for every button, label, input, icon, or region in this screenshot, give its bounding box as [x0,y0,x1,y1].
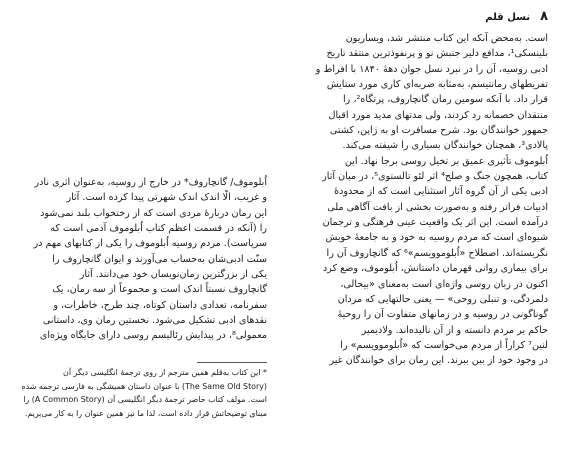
text-line: سرپاست). مردم روسیه اُبلوموف را یکی از کتابهای مهم در [33,238,267,250]
text-line: نقدهای ادبی تشکیل می‌شود. نخستین رمان وی، داستانی [42,315,267,327]
text-line: پالادی³، همچنان خوانندگان بسیاری را شیفته می‌کند. [342,140,548,152]
text-line: شیوه‌ای است که مردم روسیه به خود و به جامعهٔ خویش [325,232,548,244]
text-line: سفرنامه، تعدادی داستان کوتاه، چند طرح، خاطرات، و [53,299,267,311]
footnote [17,366,267,420]
text-line: اُبلوموف تأثیری عمیق بر تخیل روسی برجا نهاد. این [344,155,548,167]
text-line: این رمان دربارهٔ مردی است که از رختخواب بلند نمی‌شود [40,207,267,219]
text-line: و غریب، الّا اندک اندک شهرتی پیدا کرده است. آثار [66,192,267,204]
text-line: منتقدان خصمانه رد کردند، ولی مدتهای مدید مورد اقبال [328,109,548,121]
text-line: بلینسکی¹، مدافع دلیر جنبش نو و پرنفوذترین منتقد تاریخ [326,48,548,60]
footnote-line: (The Same Old Story) با عنوان داستان همیشگی به فارسی ترجمه شده [21,381,267,391]
text-line: سنّت ادبی‌شان به‌حساب می‌آورند و ایوان گانچاروف را [52,253,267,265]
text-line: یکی از بزرگترین رمان‌نویسان خود می‌دانند. آثار [79,269,267,281]
footnote-line: است. مولف کتاب حاضر ترجمهٔ دیگر انگلیسی آن (A Common Story) را [23,395,267,404]
text-line: در وجود خود از بین ببرند. این رمان برای خوانندگان غیر [329,355,548,367]
right-page [281,0,562,469]
text-line: دلمردگی، و تنبلی روحی» — یعنی حالتهایی که مردان [337,293,548,305]
text-line: اکنون در زبان روسی واژه‌ای است به‌معنای «بیحالی، [340,278,548,290]
text-line: گانچاروف نسبتاً اندک است و مجموعاً از سه رمان، یک [52,284,267,296]
left-page-body [17,175,267,344]
text-line: درآمده است. این اثر یک واقعیت عینی فرهنگی و ترجمان [322,217,548,229]
text-line: است. به‌محض آنکه این کتاب منتشر شد، ویساریون [345,33,548,44]
text-line: را (آنکه در قسمت اعظم کتاب اُبلوموف آدمی است که [50,223,267,235]
text-line: معمولی⁸، در پیدایش رئالیسم روسی دارای جایگاه ویژه‌ای [39,330,267,342]
right-page-body [298,31,548,369]
text-line: نگریسته‌اند. اصطلاح «اُبلوموویسم»⁶ که گانچاروف آن را [326,247,548,259]
page-header [485,9,548,24]
footnote-divider [197,362,267,363]
text-line: لنین⁷ کراراً از مردم می‌خواست که «اُبلوموویسم» را [340,339,548,351]
page-number: ۸ [540,9,548,24]
text-line: برای بیماری روانی قهرمان داستانش، اُبلوموف، وضع کرد [322,263,548,275]
text-line: قرار داد. با آنکه سومین رمان گانچاروف، پرتگاه²، را [342,94,548,106]
text-line: ادبی یکی از آن گروه آثار استثنایی است که از محدودهٔ [334,186,548,198]
text-line: کتاب، همچون جنگ و صلح⁴ اثر لئو تالستوی⁵، در میان آثار [322,171,548,183]
text-line: گوناگونی در روسیه و در زمانهای متفاوت آن را روحیهٔ [337,309,548,321]
text-line: حاکم بر مردم دانسته و از آن نالیده‌اند. ولادیمیر [361,324,548,336]
text-line: ادبیات فراتر رفته و به‌صورت بخشی از بافت آگاهی ملی [327,201,548,213]
running-head: نسل قلم [485,12,531,23]
text-line: اُبلوموف/ گانچاروف* در خارج از روسیه، به‌عنوان اثری نادر [34,177,267,188]
text-line: تفریطهای رمانتیسم، به‌مثابه ضربه‌ای کاری مورد ستایش [326,79,548,91]
text-line: ادبی روسیه، آن را در نبرد نسل جوان دههٔ ۱۸۴۰ با افراط و [315,63,548,75]
footnote-line: مبنای توضیحاتش قرار داده است، لذا ما نیز همین عنوان را به کار می‌بریم. [24,408,267,418]
footnote-line: * این کتاب به‌قلم همین مترجم از روی ترجمهٔ انگلیسی دیگر آن [63,368,267,377]
text-line: جمهور خوانندگان بود. شرح مسافرت او به ژاپن، کشتی [329,125,548,137]
